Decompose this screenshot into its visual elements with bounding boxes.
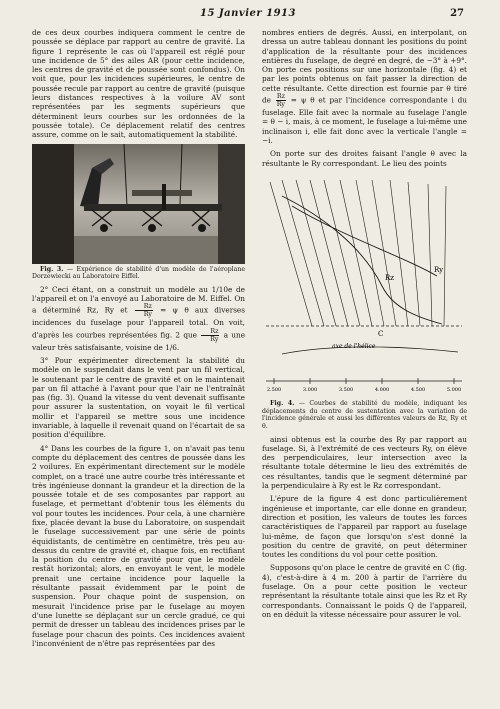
scale-tick-label: 3.500 bbox=[338, 386, 354, 393]
fraction-rz-ry: $\frac{Rz}{Ry}$ bbox=[201, 328, 219, 343]
rz-label: Rz bbox=[385, 273, 394, 282]
fraction-rz-ry: $\frac{Rz}{Ry}$ bbox=[276, 93, 285, 109]
scale-tick-label: 4.000 bbox=[374, 386, 390, 393]
paragraph: nombres entiers de degrés. Aussi, en interpolant, on dressa un autre tableau donnant les positions du point d'application de la résultante pour des incidences entières du fuselage, de degré en degré, de −3° à +9°. On porte ces positions sur une horizontale (fig. 4) et par les points obtenus on fait passer la direction de cette résultante. Cette direction est fournie par θ tiré de $\frac{Rz}{Ry}$ = ψ θ et par l'incidence correspondante i du fuselage. Elle fait avec la normale au fuselage l'angle = θ − i, mais, à ce moment, le fuselage a lui-même une inclinaison i, elle fait donc avec la verticale l'angle = −i. bbox=[262, 28, 467, 145]
paragraph: On porte sur des droites faisant l'angle θ avec la résultante le Ry correspondant. Le lieu des points bbox=[262, 149, 467, 168]
paragraph: de ces deux courbes indiquera comment le centre de poussée se déplace par rapport au centre de gravité. La figure 1 représente le cas où l'appareil est réglé pour une incidence de 5° des ailes AR (pour cette incidence, les centres de gravité et de poussée sont confondus). On voit que, pour les incidences supérieures, le centre de poussée recule par rapport au centre de gravité (puisque leurs distances respectives à la voilure AV sont représentées par les segments supérieurs que déterminent leurs courbes sur les ordonnées de la poussée totale). Ce déplacement relatif des centres assure, comme on le sait, automatiquement la stabilité. bbox=[32, 28, 245, 140]
page-number: 27 bbox=[450, 8, 464, 19]
aeroplane-model-photo-icon bbox=[32, 144, 245, 264]
paragraph: ainsi obtenus est la courbe des Ry par rapport au fuselage. Si, à l'extrémité de ces vecteurs Ry, on élève des perpendiculaires, leur intersection avec la résultante totale détermine le lieu des extrémités de ces résultantes, tandis que le segment déterminé par la perpendiculaire à Ry est le Rz correspondant. bbox=[262, 434, 467, 491]
figure-3-caption: Fig. 3. — Expérience de stabilité d'un modèle de l'aéroplane Dorzewiecki au Laboratoire Eiffel. bbox=[32, 265, 245, 281]
resultant-lines bbox=[270, 180, 446, 326]
page-header bbox=[32, 8, 464, 24]
scale-labels bbox=[267, 387, 461, 393]
scale-tick-label: 5.000 bbox=[446, 386, 462, 393]
figure-4-diagram bbox=[262, 176, 467, 396]
paragraph: 2° Ceci étant, on a construit un modèle au 1/10e de l'appareil et on l'a envoyé au Laboratoire de M. Eiffel. On a déterminé Rz, Ry et $\frac{Rz}{Ry}$ = ψ θ aux diverses incidences du fuselage pour l'appareil total. On voit, d'après les courbes représentées fig. 2 que $\frac{Rz}{Ry}$ a une valeur très satisfaisante, voisine de 1/6. bbox=[32, 284, 245, 352]
paragraph: 4° Dans les courbes de la figure 1, on n'avait pas tenu compte du déplacement des centres de poussée dans les 2 voilures. En expérimentant directement sur le modèle complet, on a tracé une autre courbe très intéressante et très ingénieuse donnant la grandeur et la direction de la poussée totale et de ses composantes par rapport au fuselage, et permettant d'obtenir tous les éléments du vol pour toutes les incidences. Pour cela, à une charnière fixe, placée devant la buse du Laboratoire, on suspendait le fuselage successivement par une série de points équidistants, de centimètre en centimètre, très peu au-dessus du centre de gravité et, chaque fois, en rectifiant la position du centre de gravité pour que le modèle restât horizontal; alors, en envoyant le vent, le modèle prenait une certaine incidence pour laquelle la résultante passait évidemment par le point de suspension. Pour chaque point de suspension, on mesurait l'incidence prise par le fuselage au moyen d'une lunette se déplaçant sur un cercle gradué, ce qui permit de dresser un tableau des incidences prises par le fuselage pour chacun des points. Ces incidences avaient l'inconvénient de n'être pas représentées par des bbox=[32, 443, 245, 648]
figure-4-caption: Fig. 4. — Courbes de stabilité du modèle, indiquant les déplacements du centre de sustentation avec la variation de l'incidence générale et aussi les différentes valeurs de Rz, Ry et θ. bbox=[262, 400, 467, 430]
paragraph: 3° Pour expérimenter directement la stabilité du modèle on le suspendait dans le vent par un fil vertical, le soutenant par le centre de gravité et on le maintenait par un fil attaché à l'avant pour que l'air ne l'entraînât pas (fig. 3). Quand la vitesse du vent devenait suffisante pour assurer la sustentation, on voyait le fil vertical mollir et l'appareil se mettre sous une incidence invariable, à laquelle il revenait quand on l'écartait de sa position d'équilibre. bbox=[32, 355, 245, 440]
figure-3-photo bbox=[32, 144, 245, 264]
right-column bbox=[262, 28, 467, 703]
c-label: C bbox=[378, 329, 384, 338]
paragraph: Supposons qu'on place le centre de gravité en C (fig. 4), c'est-à-dire à 4 m. 200 à partir de l'arrière du fuselage. On a pour cette position le vecteur représentant la résultante totale ainsi que les Rz et Ry correspondants. Connaissant le poids Q de l'appareil, on en déduit la vitesse nécessaire pour assurer le vol. bbox=[262, 563, 467, 619]
scale-tick-label: 2.500 bbox=[266, 386, 282, 393]
scale-tick-label: 3.000 bbox=[302, 386, 318, 393]
ry-label: Ry bbox=[434, 265, 444, 274]
propeller-axis-label: axe de l'hélice bbox=[332, 342, 376, 350]
issue-date: 15 Janvier 1913 bbox=[200, 8, 296, 19]
left-column bbox=[32, 28, 245, 703]
paragraph: L'épure de la figure 4 est donc particulièrement ingénieuse et importante, car elle donne en grandeur, direction et position, les valeurs de toutes les forces caractéristiques de l'appareil par rapport au fuselage lui-même, de façon que lorsqu'on s'est donné la position du centre de gravité, on peut déterminer toutes les conditions du vol pour cette position. bbox=[262, 494, 467, 560]
scale-tick-label: 4.500 bbox=[410, 386, 426, 393]
fraction-rz-ry: $\frac{Rz}{Ry}$ bbox=[135, 303, 153, 318]
